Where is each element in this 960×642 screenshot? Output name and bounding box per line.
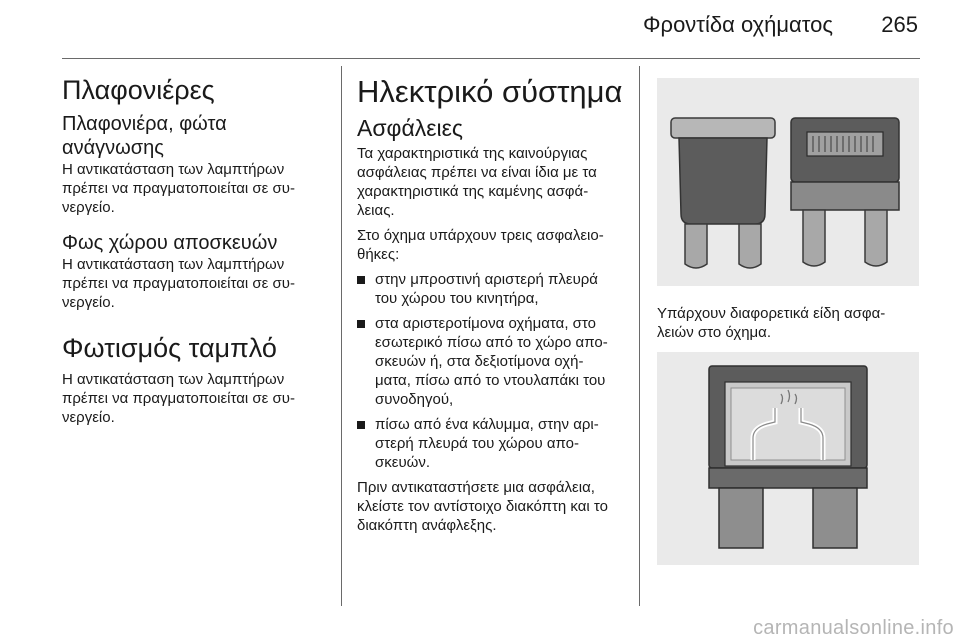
section-heading-interior-lights: Πλαφονιέρες (62, 75, 215, 105)
page-number: 265 (881, 12, 918, 37)
section-heading-electrical-system: Ηλεκτρικό σύστημα (357, 74, 623, 109)
column-divider-2 (639, 66, 640, 606)
section-heading-dashboard-lights: Φωτισμός ταμπλό (62, 333, 277, 363)
bullet-square (357, 320, 365, 328)
paragraph-luggage-light: Η αντικατάσταση των λαμπτήρων πρέπει να πραγματοποιείται σε συ- νεργείο. (62, 256, 295, 311)
paragraph-reading-lights: Η αντικατάσταση των λαμπτήρων πρέπει να πραγματοποιείται σε συ- νεργείο. (62, 161, 295, 216)
paragraph-before-replacing: Πριν αντικαταστήσετε μια ασφάλεια, κλείστε τον αντίστοιχο διακόπτη και το διακόπτη ανάφλεξης. (357, 479, 608, 534)
subheading-fuses: Ασφάλειες (357, 115, 463, 141)
bullet-square (357, 276, 365, 284)
maxi-fuse-illustration (657, 352, 919, 565)
column-electrical-system (357, 74, 629, 535)
paragraph-fuse-boxes: Στο όχημα υπάρχουν τρεις ασφαλειο- θήκες: (357, 227, 604, 263)
list-item: πίσω από ένα κάλυμμα, στην αρι- στερή πλευρά του χώρου απο- σκευών. (357, 415, 629, 472)
paragraph-fuse-characteristics: Τα χαρακτηριστικά της καινούργιας ασφάλειας πρέπει να είναι ίδια με τα χαρακτηριστικά της καμένης ασφά- λειας. (357, 145, 597, 219)
maxi-fuse-drawing (657, 352, 919, 565)
column-fuse-illustrations (657, 78, 919, 565)
bullet-square (357, 421, 365, 429)
fuse-box-locations-list (357, 270, 629, 472)
mini-fuse-drawing (657, 78, 919, 286)
column-lighting (62, 74, 334, 427)
page-header-title: Φροντίδα οχήματος (643, 12, 833, 37)
subheading-luggage-light: Φως χώρου αποσκευών (62, 232, 278, 254)
figure-caption: Υπάρχουν διαφορετικά είδη ασφα- λειών στο όχημα. (657, 305, 886, 341)
paragraph-dashboard-lights: Η αντικατάσταση των λαμπτήρων πρέπει να πραγματοποιείται σε συ- νεργείο. (62, 371, 295, 426)
list-item: στην μπροστινή αριστερή πλευρά του χώρου του κινητήρα, (357, 270, 629, 308)
subheading-reading-lights: Πλαφονιέρα, φώτα ανάγνωσης (62, 113, 227, 159)
list-item: στα αριστεροτίμονα οχήματα, στο εσωτερικό πίσω από το χώρο απο- σκευών ή, στα δεξιοτίμονα οχή- ματα, πίσω από το ντουλαπάκι του συνοδηγού, (357, 314, 629, 409)
header-divider (62, 58, 920, 59)
column-divider-1 (341, 66, 342, 606)
mini-fuse-illustration (657, 78, 919, 286)
watermark-text: carmanualsonline.info (753, 617, 954, 639)
